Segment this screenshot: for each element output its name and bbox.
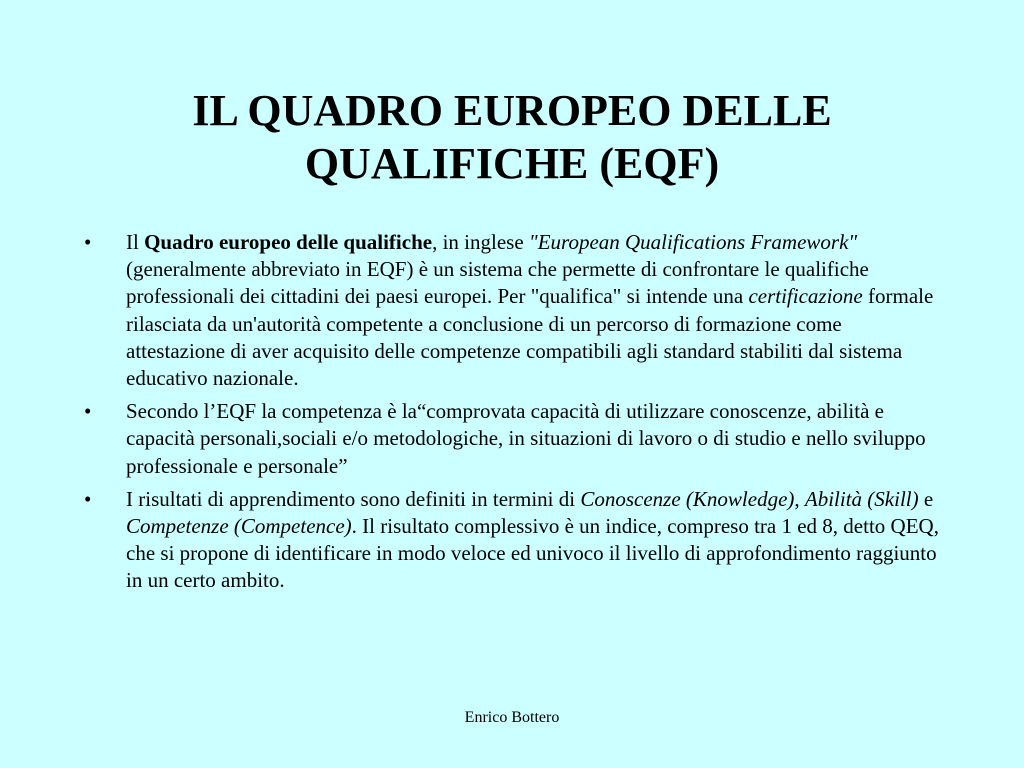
bullet-list — [84, 229, 944, 601]
bullet-icon: • — [84, 486, 92, 511]
bullet-item-learning-outcomes — [84, 486, 944, 595]
text-segment: , — [794, 486, 805, 511]
bullet-icon: • — [84, 230, 92, 254]
text-segment: , in inglese — [432, 230, 529, 254]
text-segment: . Il risultato complessivo è un indice, compreso tra 1 ed 8, detto QEQ, che si propone di identificare in modo veloce ed univoco il livello di approfondimento raggiunto in un certo ambito. — [126, 514, 939, 593]
bullet-item-competence-definition — [84, 398, 944, 480]
bullet-text — [126, 487, 939, 593]
text-segment-italic: "European Qualifications Framework" — [528, 230, 858, 254]
bullet-text — [126, 230, 933, 390]
text-segment-italic: Abilità (Skill) — [804, 486, 919, 511]
bullet-text — [126, 399, 926, 477]
text-segment-italic: certificazione — [748, 284, 863, 309]
bullet-icon: • — [84, 399, 92, 424]
text-segment: I risultati di apprendimento sono definiti in termini di — [126, 486, 581, 511]
text-segment: e — [918, 486, 934, 511]
text-segment: (generalmente abbreviato in EQF) è un sistema che permette di confrontare le qualifiche professionali dei cittadini dei paesi europei. Per "qualifica" si intende una — [126, 257, 869, 309]
text-segment-italic: Competenze (Competence) — [126, 514, 352, 539]
text-segment-bold: Quadro europeo delle qualifiche — [144, 230, 433, 254]
slide-footer-author: Enrico Bottero — [464, 709, 560, 726]
text-segment: formale rilasciata da un'autorità competente a conclusione di un percorso di formazione come attestazione di aver acquisito delle competenze compatibili agli standard stabiliti dal sistema educativo nazionale. — [126, 284, 934, 391]
text-segment: Il — [126, 230, 145, 254]
bullet-item-eqf-definition — [84, 229, 944, 392]
text-segment-italic: Conoscenze (Knowledge) — [580, 486, 795, 511]
text-segment: Secondo l’EQF la competenza è la“comprovata capacità di utilizzare conoscenze, abilità e capacità personali,sociali e/o metodologiche, in situazioni di lavoro o di studio e nello sviluppo professionale e personale” — [126, 399, 926, 478]
slide-title-line-2: QUALIFICHE (EQF) — [304, 139, 720, 188]
slide-title-line-1: IL QUADRO EUROPEO DELLE — [192, 86, 832, 135]
slide-title — [80, 84, 944, 190]
